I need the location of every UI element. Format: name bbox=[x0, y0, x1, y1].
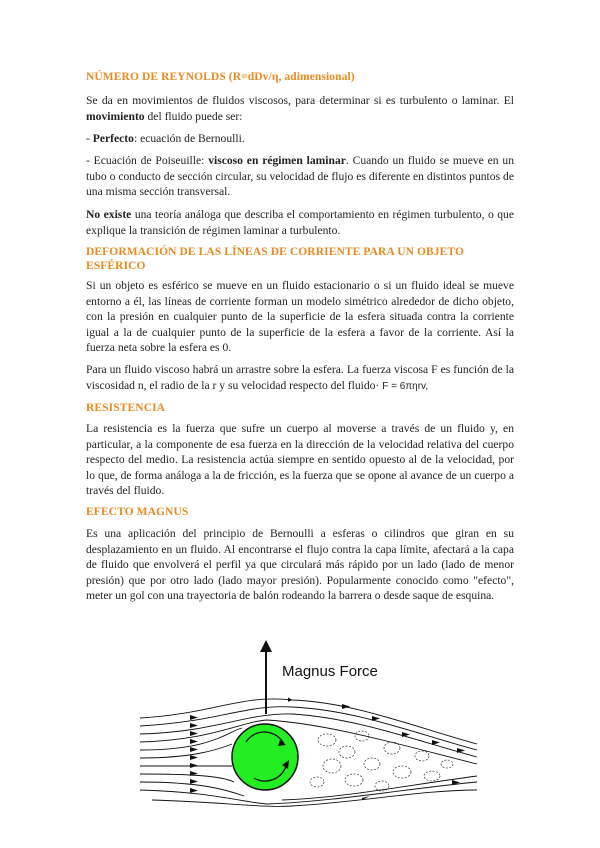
paragraph-resistencia: La resistencia es la fuerza que sufre un cuerpo al moverse a través de un fluido y, en particular, a la componente de esa fuerza en la dirección de la velocidad relativa del cuerpo respecto del medio. La resistencia actúa siempre en sentido opuesto al de la velocidad, por lo que, de forma análoga a la de fricción, es la fuerza que se opone al avance de un cuerpo a través del fluido. bbox=[86, 422, 514, 498]
text-run: : ecuación de Bernoulli. bbox=[133, 132, 245, 145]
heading-resistencia: RESISTENCIA bbox=[86, 402, 166, 414]
paragraph-magnus: Es una aplicación del principio de Bernoulli a esferas o cilindros que giran en su desplazamiento en un fluido. Al encontrarse el flujo contra la capa límite, afectará a la capa de fluido que envolverá el perfil ya que circulará más rápido por un lado (lado de menor presión) que por otro lado (lado mayor presión). Popularmente conocido como "efecto", meter un gol con una trayectoria de balón rodeando la barrera o desde saque de esquina. bbox=[86, 527, 514, 603]
bold-run: No existe bbox=[86, 208, 132, 221]
paragraph-perfecto bbox=[86, 131, 514, 147]
bold-run: Perfecto bbox=[92, 132, 134, 145]
bold-run: movimiento bbox=[86, 109, 145, 123]
stokes-formula: F = 6πηrv, bbox=[382, 380, 429, 392]
paragraph-deformacion: Si un objeto es esférico se mueve en un fluido estacionario o si un fluido ideal se mueve entorno a él, las líneas de corriente forman un modelo simétrico alrededor de dicho objeto, con la presión en cualquier punto de la superficie de la esfera situada contra la corriente igual a la de cualquier punto de la superficie de la esfera a favor de la corriente. Así la fuerza neta sobre la esfera es 0. bbox=[86, 279, 514, 355]
heading-magnus: EFECTO MAGNUS bbox=[86, 506, 189, 518]
text-run: Se da en movimientos de fluidos viscosos, para determinar si es turbulento o laminar. El bbox=[86, 94, 514, 107]
paragraph-viscosa bbox=[86, 362, 514, 394]
text-run: - bbox=[86, 132, 93, 145]
paragraph-reynolds-intro bbox=[86, 93, 514, 124]
spinning-ball bbox=[232, 724, 298, 790]
bold-run: viscoso en régimen laminar bbox=[208, 154, 346, 167]
magnus-effect-figure bbox=[132, 640, 492, 810]
magnus-force-label: Magnus Force bbox=[282, 663, 378, 680]
heading-reynolds: NÚMERO DE REYNOLDS (R=dDv/η, adimensional) bbox=[86, 71, 355, 83]
text-run: Para un fluido viscoso habrá un arrastre sobre la esfera. La fuerza viscosa F es función de la viscosidad n, el radio de la r y su velocidad respecto del fluido· bbox=[86, 363, 514, 392]
force-arrowhead bbox=[260, 640, 272, 652]
text-run: . Cuando un fluido se mueve en un tubo o conducto de sección circular, su velocidad de flujo es diferente en distintos puntos de una misma sección transversal. bbox=[86, 154, 515, 199]
text-run: - Ecuación de Poiseuille: bbox=[86, 154, 209, 167]
paragraph-no-existe bbox=[86, 207, 514, 238]
paragraph-poiseuille bbox=[86, 153, 514, 200]
text-run: del fluido puede ser: bbox=[144, 109, 243, 123]
text-run: una teoría análoga que describa el comportamiento en régimen turbulento, o que explique la transición de régimen laminar a turbulento. bbox=[86, 208, 514, 237]
heading-deformacion: DEFORMACIÓN DE LAS LÍNEAS DE CORRIENTE PARA UN OBJETO ESFÉRICO bbox=[86, 246, 465, 272]
